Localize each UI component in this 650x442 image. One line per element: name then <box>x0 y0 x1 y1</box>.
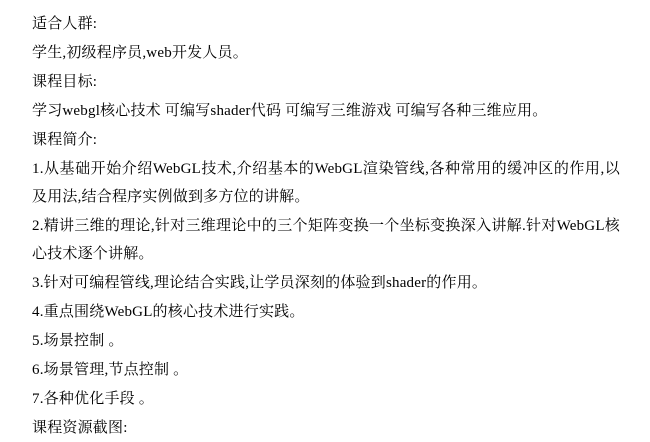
intro-item-7: 7.各种优化手段 。 <box>32 391 155 407</box>
intro-heading: 课程简介: <box>32 132 98 148</box>
audience-body: 学生,初级程序员,web开发人员。 <box>32 45 248 61</box>
intro-item-5: 5.场景控制 。 <box>32 333 124 349</box>
intro-item-3: 3.针对可编程管线,理论结合实践,让学员深刻的体验到shader的作用。 <box>32 275 488 291</box>
audience-heading: 适合人群: <box>32 16 98 32</box>
intro-item-6: 6.场景管理,节点控制 。 <box>32 362 189 378</box>
intro-item-4: 4.重点围绕WebGL的核心技术进行实践。 <box>32 304 305 320</box>
intro-item-1: 1.从基础开始介绍WebGL技术,介绍基本的WebGL渲染管线,各种常用的缓冲区的作用,以及用法,结合程序实例做到多方位的讲解。 <box>32 161 620 205</box>
intro-item-2: 2.精讲三维的理论,针对三维理论中的三个矩阵变换一个坐标变换深入讲解.针对WebGL核心技术逐个讲解。 <box>32 218 620 262</box>
goal-body: 学习webgl核心技术 可编写shader代码 可编写三维游戏 可编写各种三维应用。 <box>32 103 548 119</box>
goal-heading: 课程目标: <box>32 74 98 90</box>
resource-heading: 课程资源截图: <box>32 420 128 436</box>
